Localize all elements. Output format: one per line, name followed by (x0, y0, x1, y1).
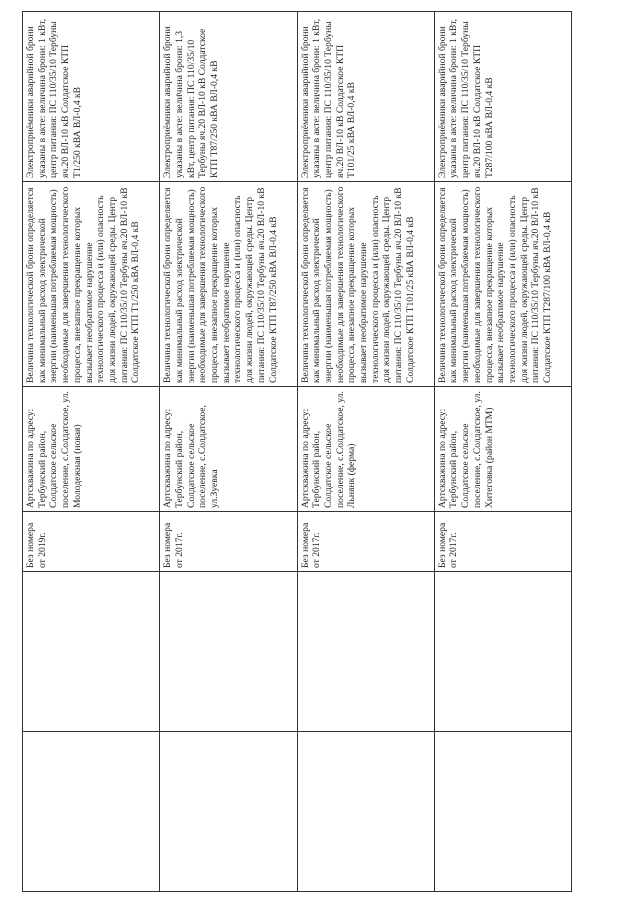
tech-reserve-cell: Величина технологической брони определяется как минимальный расход электрической энергии (наименьшая потребляемая мощность) необходимые для завершения технологического процесса, внезапное прекращение которых вызывает необратимое нарушение технологического процесса и (или) опасность для жизни людей, окружающей среды. Центр питания: ПС 110/35/10 Тербуны яч.20 ВЛ-10 кВ Солдатское КТП Т87/250 кВА ВЛ-0,4 кВ (160, 182, 297, 387)
empty-cell (434, 732, 571, 892)
empty-cell (160, 732, 297, 892)
empty-cell (23, 732, 160, 892)
empty-cell (297, 732, 434, 892)
tech-reserve-cell: Величина технологической брони определяется как минимальный расход электрической энергии (наименьшая потребляемая мощность) необходимые для завершения технологического процесса, внезапное прекращение которых вызывает необратимое нарушение технологического процесса и (или) опасность для жизни людей, окружающей среды. Центр питания: ПС 110/35/10 Тербуны яч.20 ВЛ-10 кВ Солдатское КТП Т101/25 кВА ВЛ-0,4 кВ (297, 182, 434, 387)
address-cell: Артскважина по адресу: Тербунский район, Солдатское сельское поселение, с.Солдатское, ул.Зуевка (160, 387, 297, 512)
tech-reserve-cell: Величина технологической брони определяется как минимальный расход электрической энергии (наименьшая потребляемая мощность) необходимые для завершения технологического процесса, внезапное прекращение которых вызывает необратимое нарушение технологического процесса и (или) опасность для жизни людей, окружающей среды. Центр питания: ПС 110/35/10 Тербуны яч.20 ВЛ-10 кВ Солдатское КТП Т1/250 кВА ВЛ-0,4 кВ (23, 182, 160, 387)
address-cell: Артскважина по адресу: Тербунский район, Солдатское сельское поселение, с.Солдатское, ул. Хитеговка (район МТМ) (434, 387, 571, 512)
table-row (160, 12, 297, 892)
empty-cell (434, 572, 571, 732)
table-row (434, 12, 571, 892)
emergency-reserve-cell: Электроприёмники аварийной брони указаны в акте: величина брони: 1 кВт, центр питания: ПС 110/35/10 Тербуны яч.20 ВЛ-10 кВ Солдатское КТП Т1/250 кВА ВЛ-0,4 кВ (23, 12, 160, 182)
address-cell: Артскважина по адресу: Тербунский район, Солдатское сельское поселение, с.Солдатское, ул. Льнянк (ферма) (297, 387, 434, 512)
emergency-reserve-cell: Электроприёмники аварийной брони указаны в акте: величина брони: 1,3 кВт, центр питания: ПС 110/35/10 Тербуны яч.20 ВЛ-10 кВ Солдатское КТП Т87/250 кВА ВЛ-0,4 кВ (160, 12, 297, 182)
number-cell: Без номера от 2017г. (160, 512, 297, 572)
address-cell: Артскважина по адресу: Тербунский район, Солдатское сельское поселение, с.Солдатское, ул. Молодежная (новая) (23, 387, 160, 512)
rotated-table-wrapper (22, 12, 572, 892)
number-cell: Без номера от 2017г. (297, 512, 434, 572)
reserve-table (22, 11, 572, 892)
emergency-reserve-cell: Электроприёмники аварийной брони указаны в акте: величина брони: 1 кВт, центр питания: ПС 110/35/10 Тербуны яч.20 ВЛ-10 кВ Солдатское КТП Т287/100 кВА ВЛ-0,4 кВ (434, 12, 571, 182)
table-row (23, 12, 160, 892)
empty-cell (23, 572, 160, 732)
emergency-reserve-cell: Электроприёмники аварийной брони указаны в акте: величина брони: 1 кВт, центр питания: ПС 110/35/10 Тербуны яч.20 ВЛ-10 кВ Солдатское КТП Т101/25 кВА ВЛ-0,4 кВ (297, 12, 434, 182)
empty-cell (297, 572, 434, 732)
number-cell: Без номера от 2019г. (23, 512, 160, 572)
table-row (297, 12, 434, 892)
number-cell: Без номера от 2017г. (434, 512, 571, 572)
empty-cell (160, 572, 297, 732)
tech-reserve-cell: Величина технологической брони определяется как минимальный расход электрической энергии (наименьшая потребляемая мощность) необходимые для завершения технологического процесса, внезапное прекращение которых вызывает необратимое нарушение технологического процесса и (или) опасность для жизни людей, окружающей среды. Центр питания: ПС 110/35/10 Тербуны яч.20 ВЛ-10 кВ Солдатское КТП Т287/100 кВА ВЛ-0,4 кВ (434, 182, 571, 387)
